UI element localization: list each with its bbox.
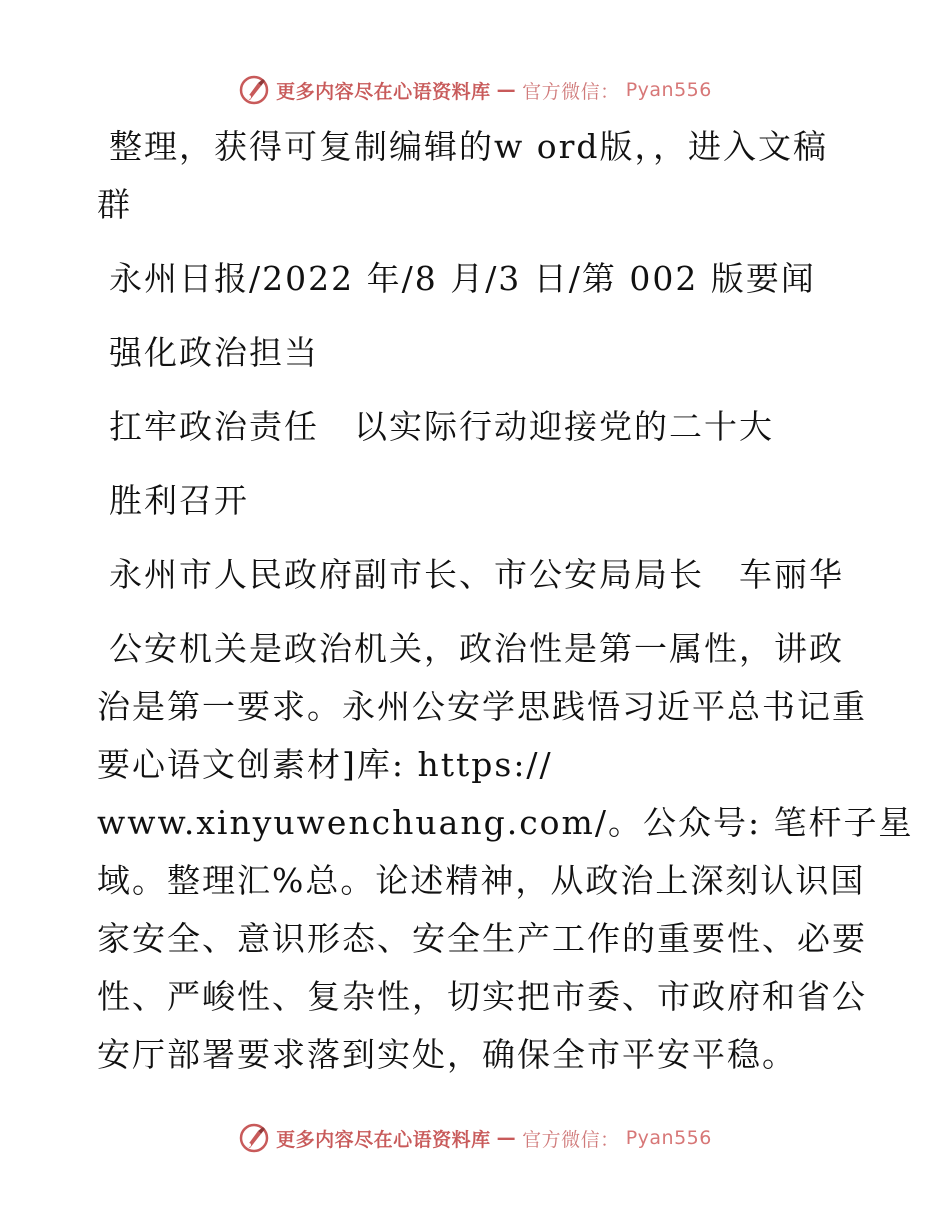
banner-main-text: 更多内容尽在心语资料库 — [276, 80, 491, 103]
text-line: 家安全、意识形态、安全生产工作的重要性、必要 — [97, 919, 867, 958]
banner-main-text: 更多内容尽在心语资料库 — [276, 1128, 491, 1151]
text-line: 安厅部署要求落到实处，确保全市平安平稳。 — [97, 1035, 797, 1074]
footer-banner — [0, 1118, 950, 1158]
text-line: 群 — [97, 185, 132, 224]
banner-wechat-id: Pyan556 — [625, 1127, 712, 1149]
paragraph — [97, 324, 857, 382]
quill-logo-icon — [238, 74, 270, 106]
paragraph — [97, 546, 857, 604]
text-line: 整理，获得可复制编辑的w ord版，，进入文稿 — [109, 127, 829, 166]
text-line: 强化政治担当 — [109, 333, 319, 372]
banner-wechat-id: Pyan556 — [625, 79, 712, 101]
paragraph-spacer — [97, 234, 857, 250]
paragraph-spacer — [97, 456, 857, 472]
text-line: 永州日报/2022 年/8 月/3 日/第 002 版要闻 — [109, 259, 816, 298]
text-line: www.xinyuwenchuang.com/。公众号: 笔杆子星 — [97, 803, 914, 842]
paragraph — [97, 398, 857, 456]
banner-separator: — — [496, 1127, 517, 1149]
text-line: 公安机关是政治机关，政治性是第一属性，讲政 — [109, 629, 844, 668]
paragraph — [97, 472, 857, 530]
paragraph-spacer — [97, 604, 857, 620]
header-banner — [0, 70, 950, 110]
banner-wechat-label: 官方微信： — [522, 1128, 620, 1151]
paragraph — [97, 620, 914, 1084]
paragraph-spacer — [97, 530, 857, 546]
paragraph-spacer — [97, 382, 857, 398]
banner-wechat-label: 官方微信： — [522, 80, 620, 103]
text-line: 扛牢政治责任 以实际行动迎接党的二十大 — [109, 407, 774, 446]
paragraph — [97, 250, 857, 308]
text-line: 胜利召开 — [109, 481, 249, 520]
document-body — [97, 118, 914, 1084]
text-line: 域。整理汇%总。论述精神，从政治上深刻认识国 — [97, 861, 866, 900]
text-line: 要心语文创素材]库: https:// — [97, 745, 553, 784]
text-line: 性、严峻性、复杂性，切实把市委、市政府和省公 — [97, 977, 867, 1016]
text-line: 永州市人民政府副市长、市公安局局长 车丽华 — [109, 555, 844, 594]
paragraph-spacer — [97, 308, 857, 324]
paragraph — [97, 118, 857, 234]
quill-logo-icon — [238, 1122, 270, 1154]
banner-separator: — — [496, 79, 517, 101]
text-line: 治是第一要求。永州公安学思践悟习近平总书记重 — [97, 687, 867, 726]
